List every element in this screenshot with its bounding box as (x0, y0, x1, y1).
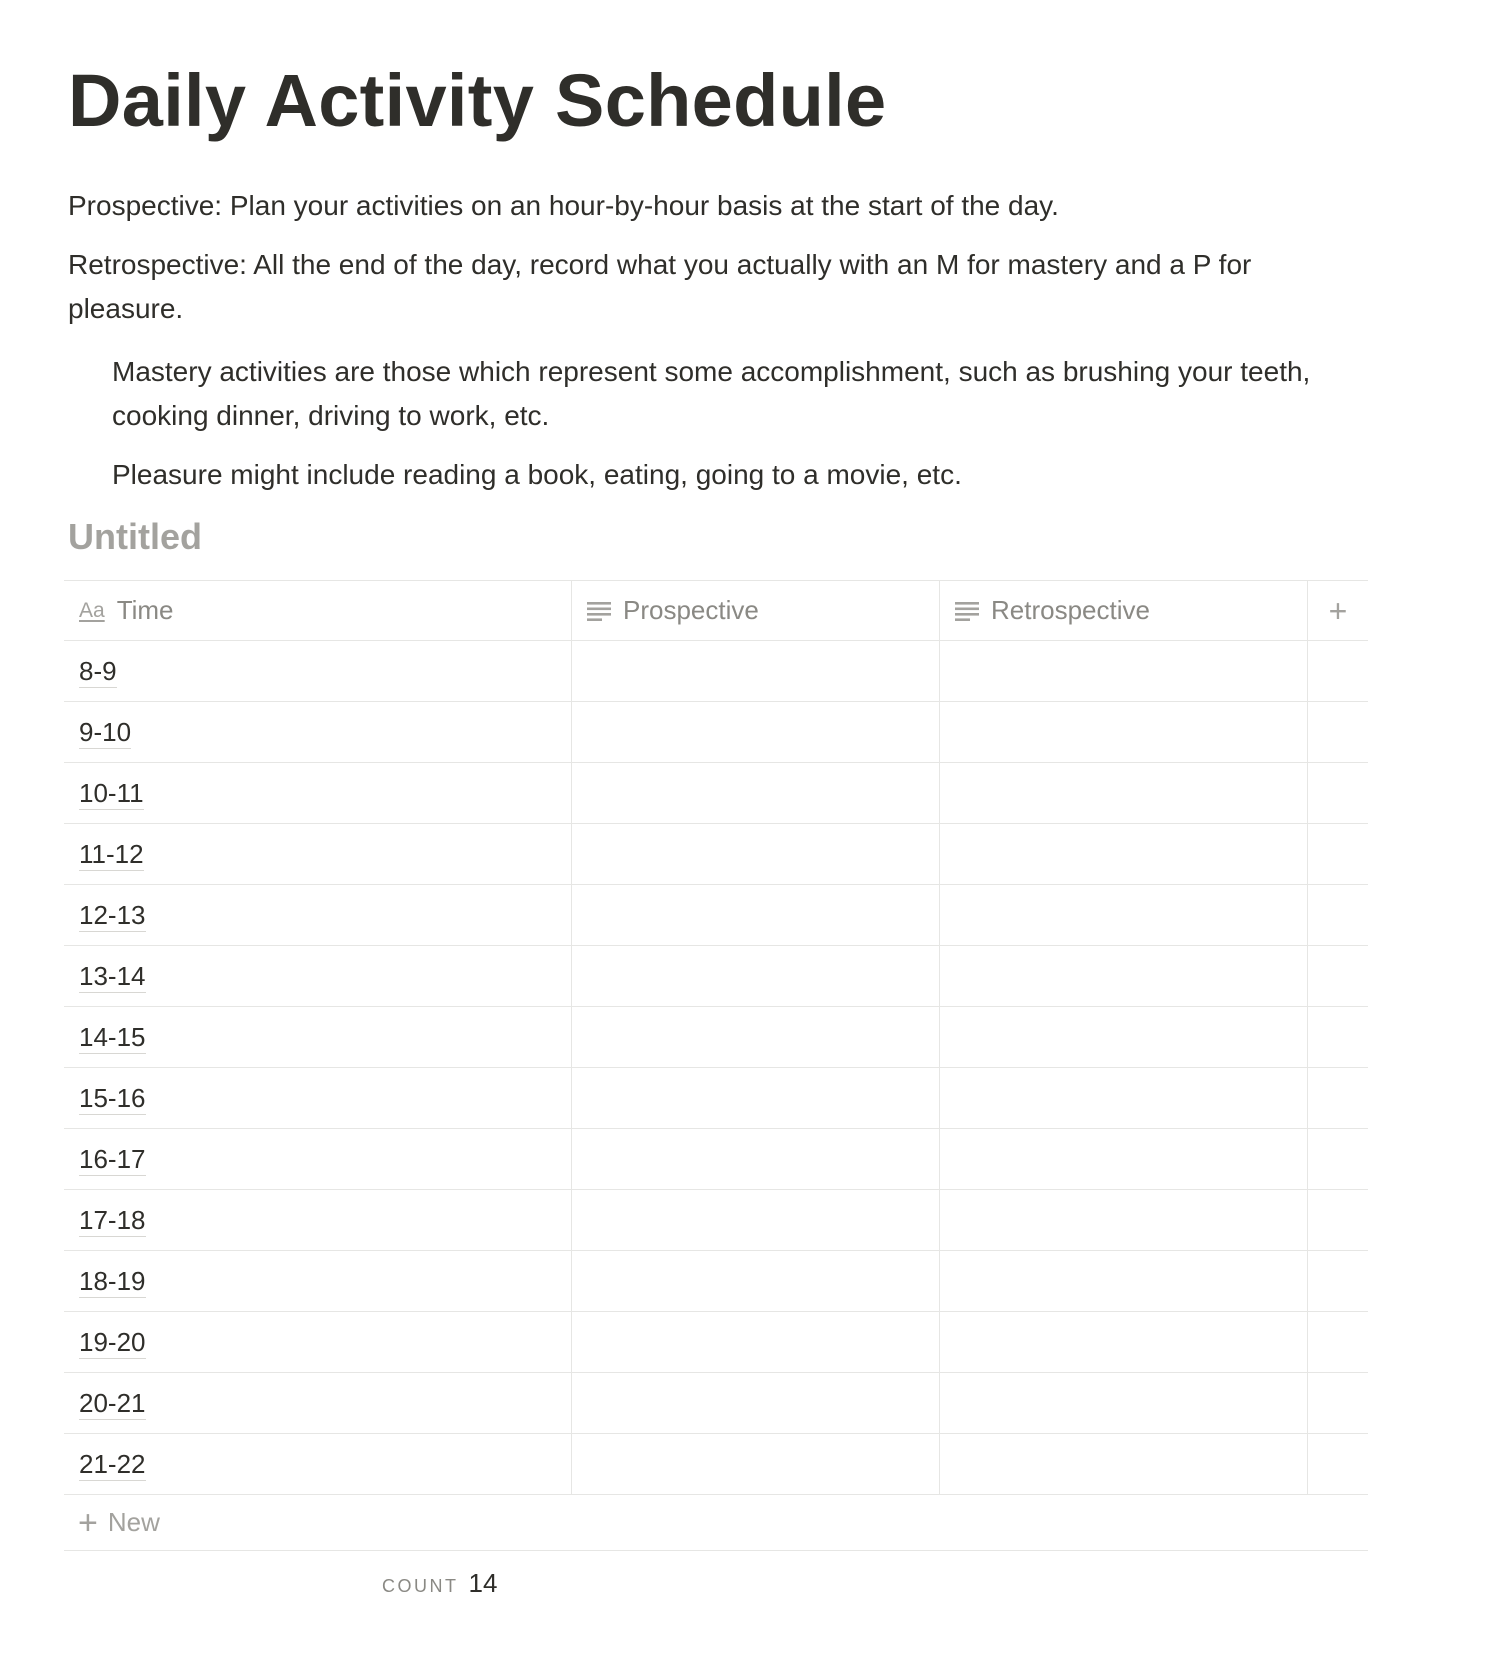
count-aggregation[interactable] (382, 1568, 497, 1599)
cell-time[interactable] (64, 641, 572, 701)
cell-empty (1308, 1312, 1368, 1372)
time-value[interactable]: 20-21 (79, 1387, 146, 1418)
cell-retrospective[interactable] (940, 885, 1308, 945)
database-title[interactable]: Untitled (68, 516, 202, 557)
cell-prospective[interactable] (572, 1373, 940, 1433)
table-header-row (64, 580, 1368, 641)
cell-empty (1308, 702, 1368, 762)
cell-retrospective[interactable] (940, 1251, 1308, 1311)
cell-empty (1308, 1068, 1368, 1128)
time-value[interactable]: 14-15 (79, 1021, 146, 1052)
plus-icon: + (1328, 592, 1348, 629)
cell-time[interactable] (64, 1434, 572, 1494)
cell-empty (1308, 763, 1368, 823)
table-row[interactable] (64, 824, 1368, 885)
table-row[interactable] (64, 1129, 1368, 1190)
cell-empty (1308, 1129, 1368, 1189)
cell-retrospective[interactable] (940, 1312, 1308, 1372)
table-row[interactable] (64, 1190, 1368, 1251)
table-row[interactable] (64, 1251, 1368, 1312)
time-value[interactable]: 8-9 (79, 655, 117, 686)
page-title[interactable]: Daily Activity Schedule (68, 59, 887, 142)
cell-prospective[interactable] (572, 1312, 940, 1372)
cell-time[interactable] (64, 1251, 572, 1311)
cell-empty (1308, 1434, 1368, 1494)
cell-retrospective[interactable] (940, 1129, 1308, 1189)
cell-time[interactable] (64, 946, 572, 1006)
cell-empty (1308, 641, 1368, 701)
cell-prospective[interactable] (572, 824, 940, 884)
column-header-retrospective[interactable] (940, 581, 1308, 640)
cell-time[interactable] (64, 1007, 572, 1067)
cell-retrospective[interactable] (940, 1068, 1308, 1128)
table-row[interactable] (64, 1373, 1368, 1434)
text-block-mastery[interactable]: Mastery activities are those which represent some accomplishment, such as brushing your teeth, cooking dinner, driving to work, etc. (112, 356, 1311, 431)
time-value[interactable]: 11-12 (79, 838, 144, 869)
cell-prospective[interactable] (572, 1190, 940, 1250)
cell-empty (1308, 1190, 1368, 1250)
text-block-pleasure[interactable]: Pleasure might include reading a book, eating, going to a movie, etc. (112, 459, 962, 490)
cell-empty (1308, 946, 1368, 1006)
cell-empty (1308, 1373, 1368, 1433)
cell-time[interactable] (64, 763, 572, 823)
table-row[interactable] (64, 1068, 1368, 1129)
table-row[interactable] (64, 763, 1368, 824)
time-value[interactable]: 15-16 (79, 1082, 146, 1113)
time-value[interactable]: 13-14 (79, 960, 146, 991)
add-column-button[interactable] (1308, 581, 1368, 640)
cell-retrospective[interactable] (940, 641, 1308, 701)
cell-time[interactable] (64, 1190, 572, 1250)
plus-icon: + (78, 1503, 98, 1542)
cell-prospective[interactable] (572, 1251, 940, 1311)
cell-empty (1308, 885, 1368, 945)
cell-time[interactable] (64, 885, 572, 945)
time-value[interactable]: 12-13 (79, 899, 146, 930)
text-property-icon (955, 601, 979, 621)
time-value[interactable]: 18-19 (79, 1265, 146, 1296)
database-table (64, 580, 1368, 1551)
cell-retrospective[interactable] (940, 824, 1308, 884)
cell-time[interactable] (64, 824, 572, 884)
text-block-prospective[interactable]: Prospective: Plan your activities on an hour-by-hour basis at the start of the day. (68, 190, 1059, 221)
count-value: 14 (468, 1568, 498, 1598)
time-value[interactable]: 19-20 (79, 1326, 146, 1357)
cell-prospective[interactable] (572, 1129, 940, 1189)
column-header-label: Retrospective (991, 595, 1150, 625)
cell-time[interactable] (64, 1312, 572, 1372)
table-row[interactable] (64, 1007, 1368, 1068)
time-value[interactable]: 10-11 (79, 777, 144, 808)
column-header-prospective[interactable] (572, 581, 940, 640)
time-value[interactable]: 16-17 (79, 1143, 146, 1174)
text-block-retrospective[interactable]: Retrospective: All the end of the day, record what you actually with an M for mastery and a P for pleasure. (68, 249, 1252, 324)
cell-retrospective[interactable] (940, 1190, 1308, 1250)
table-row[interactable] (64, 641, 1368, 702)
cell-retrospective[interactable] (940, 946, 1308, 1006)
table-row[interactable] (64, 946, 1368, 1007)
cell-prospective[interactable] (572, 1007, 940, 1067)
cell-time[interactable] (64, 702, 572, 762)
table-body (64, 641, 1368, 1495)
column-header-label: Time (116, 595, 174, 625)
cell-prospective[interactable] (572, 702, 940, 762)
cell-prospective[interactable] (572, 641, 940, 701)
table-row[interactable] (64, 702, 1368, 763)
cell-empty (1308, 824, 1368, 884)
cell-time[interactable] (64, 1373, 572, 1433)
cell-empty (1308, 1007, 1368, 1067)
table-row[interactable] (64, 885, 1368, 946)
new-row-button[interactable] (64, 1495, 1368, 1551)
cell-retrospective[interactable] (940, 763, 1308, 823)
count-label: COUNT (382, 1576, 459, 1596)
cell-prospective[interactable] (572, 1434, 940, 1494)
cell-retrospective[interactable] (940, 1007, 1308, 1067)
cell-time[interactable] (64, 1068, 572, 1128)
cell-retrospective[interactable] (940, 1373, 1308, 1433)
cell-prospective[interactable] (572, 885, 940, 945)
title-property-icon: Aa (79, 598, 105, 622)
column-header-time[interactable] (64, 581, 572, 640)
table-row[interactable] (64, 1312, 1368, 1373)
cell-prospective[interactable] (572, 946, 940, 1006)
cell-retrospective[interactable] (940, 1434, 1308, 1494)
time-value[interactable]: 17-18 (79, 1204, 146, 1235)
column-header-label: Prospective (623, 595, 759, 625)
cell-prospective[interactable] (572, 1068, 940, 1128)
cell-time[interactable] (64, 1129, 572, 1189)
time-value[interactable]: 21-22 (79, 1448, 146, 1479)
time-value[interactable]: 9-10 (79, 716, 132, 747)
cell-retrospective[interactable] (940, 702, 1308, 762)
cell-prospective[interactable] (572, 763, 940, 823)
cell-empty (1308, 1251, 1368, 1311)
new-row-label: New (107, 1507, 160, 1537)
table-row[interactable] (64, 1434, 1368, 1495)
text-property-icon (587, 601, 611, 621)
